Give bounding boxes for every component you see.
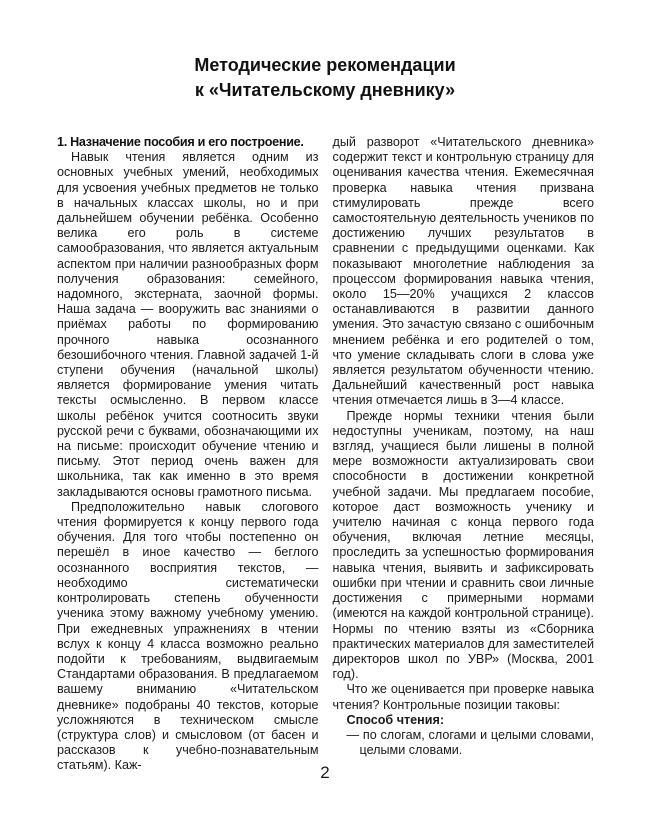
page-title <box>0 53 650 103</box>
page-number: 2 <box>320 763 330 782</box>
subsection-heading-reading-method: Способ чтения: <box>346 712 445 727</box>
left-column <box>57 135 319 774</box>
paragraph-syllable-reading: Предположительно навык слогового чтения формируется к концу первого года обучения. Для того чтобы постепенно он перешёл в иное качество — беглого осознанного восприятия текстов, — необходимо систематически контролировать степень обученности ученика этому важному учебному умению. При ежедневных упражнениях в чтении вслух к концу 4 класса возможно реально подойти к требованиям, выдвигаемым Стандартами образования. В предлагаемом вашему вниманию «Читательском дневнике» подобраны 40 текстов, которые усложняются в техническом смысле (структура слов) и смысловом (от басен и рассказов к учебно-познавательным статьям). Каж- <box>57 499 319 773</box>
paragraph-spread-description: дый разворот «Читательского дневника» содержит текст и контрольную страницу для оценивания качества чтения. Ежемесячная проверка навыка чтения призвана стимулировать прежде всего самостоятельную деятельность учеников по достижению лучших результатов в сравнении с предыдущими оценками. Как показывают многолетние наблюдения за процессом формирования навыка чтения, около 15—20% учащихся 2 классов останавливаются в развитии данного умения. Это зачастую связано с ошибочным мнением ребёнка и его родителей о том, что умение складывать слоги в слова уже является результатом обученности чтению. Дальнейший качественный рост навыка чтения отмечается лишь в 3—4 классе. <box>332 135 594 408</box>
list-item-reading-method: — по слогам, слогами и целыми словами, целыми словами. <box>346 727 594 758</box>
page-title-line1: Методические рекомендации <box>194 55 456 75</box>
paragraph-intro: Навык чтения является одним из основных учебных умений, необходимых для усвоения учебных предметов не только в начальных классах школы, но и при дальнейшем обучении ребёнка. Особенно велика его роль в системе самообразования, что является актуальным аспектом при наличии разнообразных форм получения образования: семейного, надомного, экстерната, заочной формы. Наша задача — вооружить вас знаниями о приёмах работы по формированию прочного навыка осознанного безошибочного чтения. Главной задачей 1-й ступени обучения (начальной школы) является формирование умения читать тексты осмысленно. В первом классе школы ребёнок учится соотносить звуки русской речи с буквами, обозначающими их на письме: происходит обучение чтению и письму. Этот период очень важен для школьника, так как именно в это время закладываются основы грамотного письма. <box>57 150 319 499</box>
section-heading: 1. Назначение пособия и его построение. <box>57 135 304 149</box>
two-column-text <box>57 135 594 774</box>
right-column <box>333 135 595 774</box>
page-title-line2: к «Читательскому дневнику» <box>194 80 456 100</box>
paragraph-control-positions: Что же оценивается при проверке навыка чтения? Контрольные позиции таковы: <box>332 682 594 712</box>
paragraph-reading-norms: Прежде нормы техники чтения были недоступны ученикам, поэтому, на наш взгляд, учащиеся были лишены в полной мере возможности актуализировать свои способности в достижении конкретной учебной задачи. Мы предлагаем пособие, которое даст возможность ученику и учителю начиная с конца первого года обучения, включая летние месяцы, проследить за успешностью формирования навыка чтения, выявить и зафиксировать ошибки при чтении и сравнить свои личные достижения с примерными нормами (имеются на каждой контрольной странице). Нормы по чтению взяты из «Сборника практических материалов для заместителей директоров школ по УВР» (Москва, 2001 год). <box>332 408 594 682</box>
